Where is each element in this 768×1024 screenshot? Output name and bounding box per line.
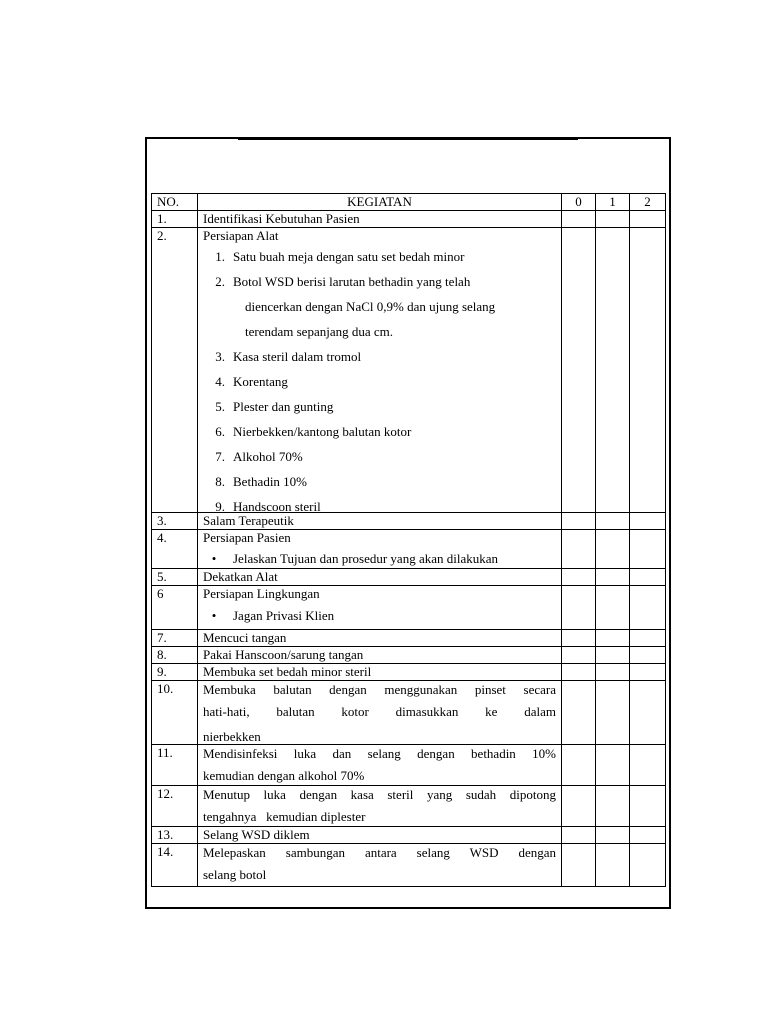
score-cell-1 xyxy=(596,586,630,630)
activity-text-line: Mendisinfeksi luka dan selang dengan bethadin 10% xyxy=(203,746,556,761)
score-cell-2 xyxy=(630,786,666,827)
score-cell-1 xyxy=(596,530,630,569)
activity-cell xyxy=(198,844,562,887)
header-score-0: 0 xyxy=(562,194,596,211)
activity-text-line: selang botol xyxy=(203,867,267,882)
checklist-table xyxy=(151,193,666,887)
activity-text: Pakai Hanscoon/sarung tangan xyxy=(198,647,562,664)
activity-text: Identifikasi Kebutuhan Pasien xyxy=(198,211,562,228)
table-row xyxy=(152,647,666,664)
score-cell-0 xyxy=(562,786,596,827)
activity-text-line: Menutup luka dengan kasa steril yang sudah dipotong xyxy=(203,787,556,802)
list-item: 3. Kasa steril dalam tromol xyxy=(215,349,362,364)
row-number: 11. xyxy=(152,745,198,786)
bullet-icon: • xyxy=(211,608,217,623)
bullet-icon: • xyxy=(211,551,217,566)
row-number: 2. xyxy=(152,228,198,513)
score-cell-0 xyxy=(562,647,596,664)
score-cell-0 xyxy=(562,827,596,844)
score-cell-2 xyxy=(630,513,666,530)
score-cell-2 xyxy=(630,844,666,887)
list-item: 5. Plester dan gunting xyxy=(215,399,334,414)
score-cell-1 xyxy=(596,513,630,530)
list-item: • Jelaskan Tujuan dan prosedur yang akan dilakukan xyxy=(233,546,556,568)
score-cell-1 xyxy=(596,228,630,513)
list-item-continuation: terendam sepanjang dua cm. xyxy=(245,324,393,339)
activity-text: Persiapan Pasien xyxy=(203,530,291,545)
score-cell-0 xyxy=(562,844,596,887)
activity-text-line: kemudian dengan alkohol 70% xyxy=(203,768,365,783)
list-item: • Jagan Privasi Klien xyxy=(233,602,556,629)
score-cell-0 xyxy=(562,228,596,513)
score-cell-2 xyxy=(630,745,666,786)
activity-text: Persiapan Lingkungan xyxy=(203,586,320,601)
header-kegiatan: KEGIATAN xyxy=(198,194,562,211)
score-cell-1 xyxy=(596,647,630,664)
activity-text: Persiapan Alat xyxy=(203,228,279,243)
score-cell-1 xyxy=(596,569,630,586)
list-item: 1. Satu buah meja dengan satu set bedah minor xyxy=(215,249,465,264)
score-cell-2 xyxy=(630,681,666,745)
activity-text-line: hati-hati, balutan kotor dimasukkan ke dalam xyxy=(203,704,556,719)
score-cell-0 xyxy=(562,513,596,530)
activity-text-line: tengahnya kemudian diplester xyxy=(203,809,366,824)
row-number: 7. xyxy=(152,630,198,647)
score-cell-1 xyxy=(596,630,630,647)
activity-text: Selang WSD diklem xyxy=(198,827,562,844)
row-number: 10. xyxy=(152,681,198,745)
row-number: 5. xyxy=(152,569,198,586)
score-cell-2 xyxy=(630,211,666,228)
list-item: 4. Korentang xyxy=(215,374,288,389)
table-row xyxy=(152,569,666,586)
header-score-1: 1 xyxy=(596,194,630,211)
score-cell-0 xyxy=(562,745,596,786)
score-cell-1 xyxy=(596,745,630,786)
list-item: 8. Bethadin 10% xyxy=(215,474,308,489)
table-row xyxy=(152,530,666,569)
score-cell-0 xyxy=(562,630,596,647)
activity-cell xyxy=(198,745,562,786)
score-cell-2 xyxy=(630,228,666,513)
activity-cell xyxy=(198,786,562,827)
row-number: 1. xyxy=(152,211,198,228)
list-item: 2. Botol WSD berisi larutan bethadin yang telah xyxy=(215,274,471,289)
score-cell-2 xyxy=(630,827,666,844)
table-row xyxy=(152,664,666,681)
score-cell-1 xyxy=(596,844,630,887)
table-row xyxy=(152,586,666,630)
score-cell-1 xyxy=(596,827,630,844)
table-row xyxy=(152,513,666,530)
activity-text-line: Membuka balutan dengan menggunakan pinset secara xyxy=(203,682,556,697)
score-cell-2 xyxy=(630,586,666,630)
row-number: 14. xyxy=(152,844,198,887)
list-item: 7. Alkohol 70% xyxy=(215,449,303,464)
score-cell-1 xyxy=(596,786,630,827)
header-row xyxy=(152,194,666,211)
row-number: 12. xyxy=(152,786,198,827)
header-score-2: 2 xyxy=(630,194,666,211)
table-row xyxy=(152,827,666,844)
table-row xyxy=(152,786,666,827)
row-number: 8. xyxy=(152,647,198,664)
score-cell-2 xyxy=(630,647,666,664)
activity-cell xyxy=(198,586,562,630)
activity-cell xyxy=(198,681,562,745)
table-row xyxy=(152,745,666,786)
score-cell-0 xyxy=(562,664,596,681)
score-cell-0 xyxy=(562,530,596,569)
activity-text: Dekatkan Alat xyxy=(198,569,562,586)
score-cell-1 xyxy=(596,664,630,681)
list-item-continuation: diencerkan dengan NaCl 0,9% dan ujung selang xyxy=(245,299,496,314)
table-row xyxy=(152,228,666,513)
score-cell-2 xyxy=(630,569,666,586)
row-number: 9. xyxy=(152,664,198,681)
table-row xyxy=(152,630,666,647)
activity-text: Salam Terapeutik xyxy=(198,513,562,530)
row-number: 4. xyxy=(152,530,198,569)
row-number: 13. xyxy=(152,827,198,844)
row-number: 6 xyxy=(152,586,198,630)
row-number: 3. xyxy=(152,513,198,530)
activity-text-line: Melepaskan sambungan antara selang WSD dengan xyxy=(203,845,556,860)
activity-cell xyxy=(198,530,562,569)
table-row xyxy=(152,681,666,745)
score-cell-0 xyxy=(562,586,596,630)
score-cell-2 xyxy=(630,664,666,681)
score-cell-0 xyxy=(562,569,596,586)
activity-text: Membuka set bedah minor steril xyxy=(198,664,562,681)
activity-text-line: nierbekken xyxy=(203,729,261,744)
score-cell-2 xyxy=(630,530,666,569)
score-cell-0 xyxy=(562,211,596,228)
header-rule xyxy=(238,138,578,140)
score-cell-2 xyxy=(630,630,666,647)
score-cell-1 xyxy=(596,211,630,228)
list-item: 9. Handscoon steril xyxy=(215,499,321,513)
list-item: 6. Nierbekken/kantong balutan kotor xyxy=(215,424,412,439)
score-cell-0 xyxy=(562,681,596,745)
score-cell-1 xyxy=(596,681,630,745)
activity-text: Mencuci tangan xyxy=(198,630,562,647)
table-row xyxy=(152,211,666,228)
activity-cell xyxy=(198,228,562,513)
header-no: NO. xyxy=(152,194,198,211)
table-row xyxy=(152,844,666,887)
